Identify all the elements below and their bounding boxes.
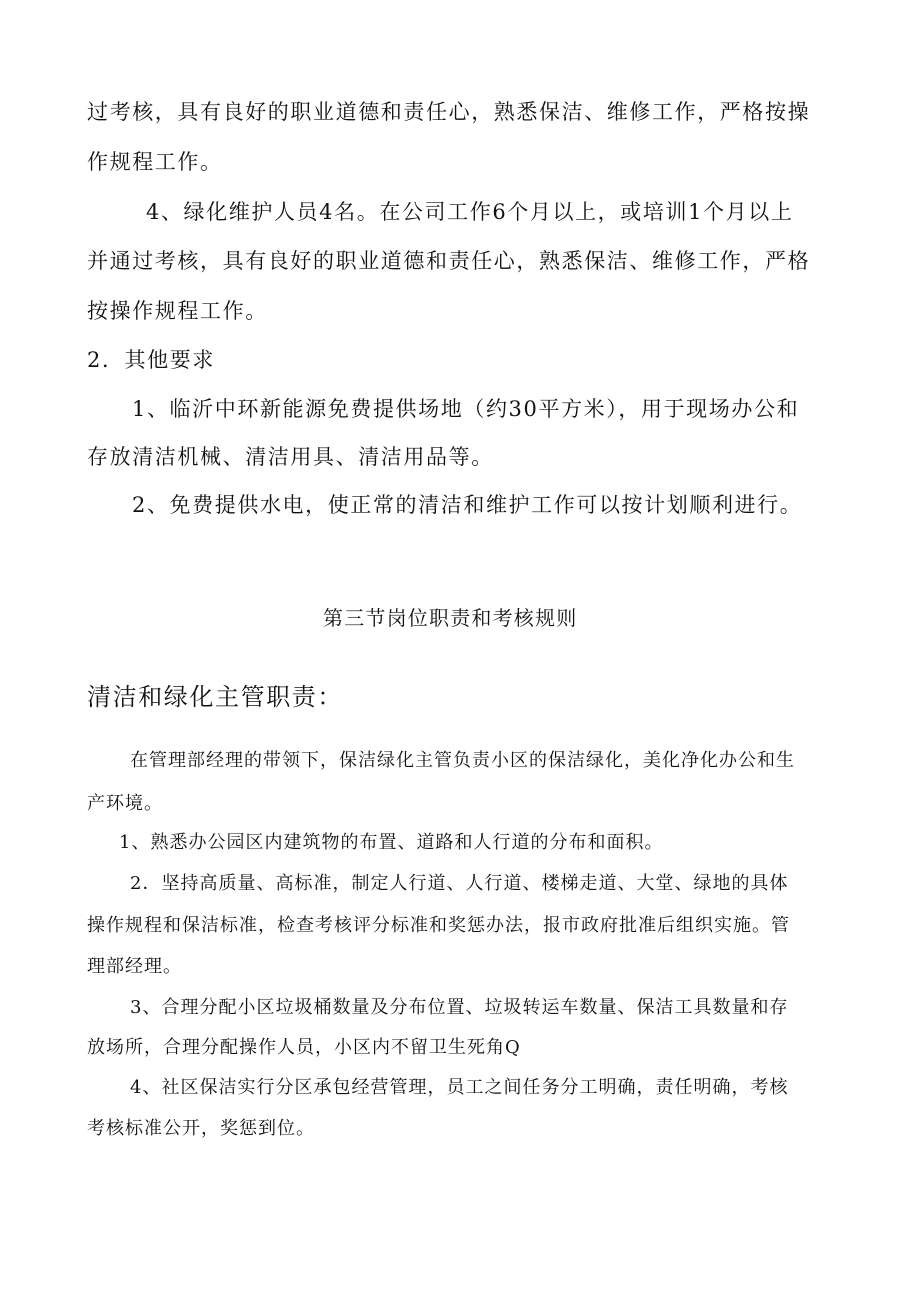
paragraph-line: 操作规程和保洁标准，检查考核评分标准和奖惩办法，报市政府批准后组织实施。管 bbox=[87, 915, 790, 936]
section-subtitle: 清洁和绿化主管职责： bbox=[87, 683, 343, 711]
paragraph-line: 在管理部经理的带领下，保洁绿化主管负责小区的保洁绿化，美化净化办公和生 bbox=[130, 750, 795, 771]
paragraph-line: 4、社区保洁实行分区承包经营管理，员工之间任务分工明确，责任明确，考核 bbox=[130, 1077, 789, 1098]
paragraph-line: 考核标准公开，奖惩到位。 bbox=[87, 1118, 315, 1139]
paragraph-line: 1、临沂中环新能源免费提供场地（约30平方米），用于现场办公和 bbox=[132, 397, 800, 421]
paragraph-line: 2、免费提供水电，使正常的清洁和维护工作可以按计划顺利进行。 bbox=[132, 493, 803, 517]
paragraph-line: 产环境。 bbox=[87, 793, 163, 814]
section-title: 第三节岗位职责和考核规则 bbox=[323, 606, 578, 630]
paragraph-line: 作规程工作。 bbox=[87, 150, 223, 174]
paragraph-line: 理部经理。 bbox=[87, 956, 182, 977]
paragraph-line: 并通过考核，具有良好的职业道德和责任心，熟悉保洁、维修工作，严格 bbox=[87, 249, 811, 273]
paragraph-line: 2．坚持高质量、高标准，制定人行道、人行道、楼梯走道、大堂、绿地的具体 bbox=[130, 873, 789, 894]
paragraph-line: 按操作规程工作。 bbox=[87, 299, 268, 323]
section-heading: 2．其他要求 bbox=[87, 348, 215, 372]
paragraph-line: 存放清洁机械、清洁用具、清洁用品等。 bbox=[87, 445, 494, 469]
paragraph-line: 1、熟悉办公园区内建筑物的布置、道路和人行道的分布和面积。 bbox=[119, 832, 664, 853]
paragraph-line: 放场所，合理分配操作人员，小区内不留卫生死角Q bbox=[87, 1037, 521, 1058]
paragraph-line: 3、合理分配小区垃圾桶数量及分布位置、垃圾转运车数量、保洁工具数量和存 bbox=[130, 997, 789, 1018]
paragraph-line: 过考核，具有良好的职业道德和责任心，熟悉保洁、维修工作，严格按操 bbox=[87, 100, 811, 124]
paragraph-line: 4、绿化维护人员4名。在公司工作6个月以上，或培训1个月以上 bbox=[146, 200, 794, 224]
